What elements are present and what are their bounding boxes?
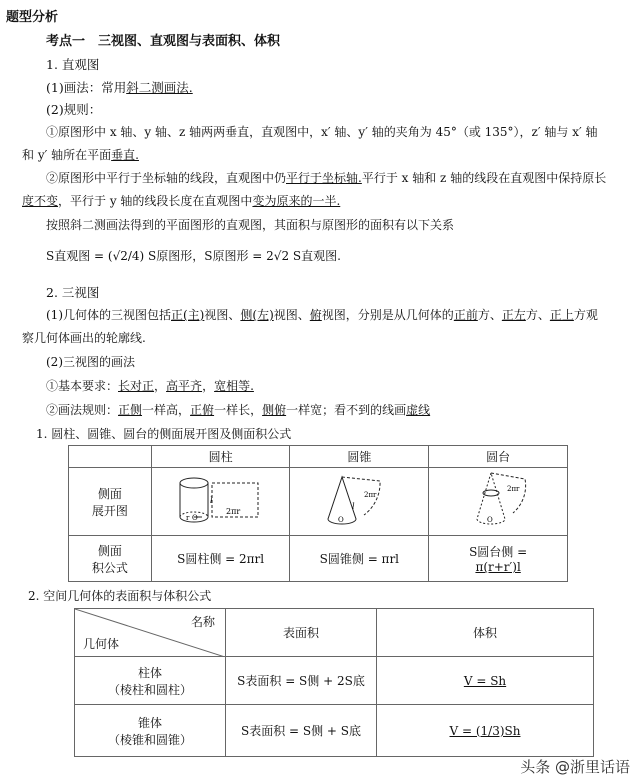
pyramid-area: S表面积 = S侧 + S底 (226, 705, 377, 757)
frustum-formula: S圆台侧 = π(r+r′)l (429, 536, 568, 582)
row-area-label: 侧面 积公式 (69, 536, 152, 582)
sec2-heading: 2. 三视图 (46, 285, 100, 300)
rules-line: (2)规则： (46, 102, 102, 117)
header-diagonal-cell (75, 609, 226, 657)
area-formula: S直观图 = (√2/4) S原图形，S原图形 = 2√2 S直观图. (46, 249, 341, 263)
topic-title: 考点一 三视图、直观图与表面积、体积 (46, 34, 281, 49)
views-line-a: (1)几何体的三视图包括正(主)视图、侧(左)视图、俯视图，分别是从几何体的正前方、正左方、正上方观 (46, 308, 598, 322)
prism-area: S表面积 = S侧 + 2S底 (226, 657, 377, 705)
lateral-area-table (68, 445, 568, 582)
cylinder-figure (151, 468, 290, 536)
basic-req: ①基本要求：长对正，高平齐，宽相等. (46, 379, 254, 393)
volume-table (74, 608, 594, 757)
header-name: 名称 (190, 615, 215, 629)
section-title: 题型分析 (6, 10, 59, 25)
rule1-a: ①原图形中 x 轴、y 轴、z 轴两两垂直，直观图中，x′ 轴、y′ 轴的夹角为 45°（或 135°），z′ 轴与 x′ 轴 (46, 125, 598, 139)
label-2pr-frustum: 2πr (507, 485, 520, 493)
draw-rule: ②画法规则：正侧一样高，正俯一样长，侧俯一样宽；看不到的线画虚线 (46, 403, 431, 417)
label-o-frustum: O (487, 516, 493, 524)
col-frustum: 圆台 (429, 446, 568, 468)
prism-label: 柱体 （棱柱和圆柱） (75, 657, 226, 705)
draw-method: (2)三视图的画法 (46, 355, 135, 369)
label-l: l (209, 496, 213, 505)
header-volume: 体积 (377, 609, 594, 657)
cylinder-formula: S圆柱侧 = 2πrl (151, 536, 290, 582)
header-geometry: 几何体 (83, 637, 120, 651)
label-r: r (185, 514, 189, 522)
method-line: (1)画法：常用斜二测画法. (46, 80, 193, 95)
label-o-cone: O (338, 516, 345, 524)
cone-figure (290, 468, 429, 536)
views-line-b: 察几何体画出的轮廓线. (22, 331, 146, 345)
prism-volume: V = Sh (377, 657, 594, 705)
header-area: 表面积 (226, 609, 377, 657)
rule2-a: ②原图形中平行于坐标轴的线段，直观图中仍平行于坐标轴.平行于 x 轴和 z 轴的线段在直观图中保持原长 (46, 171, 607, 185)
col-cone: 圆锥 (290, 446, 429, 468)
frustum-figure (429, 468, 568, 536)
label-2pr-cone: 2πr (364, 491, 377, 499)
table1-heading: 1. 圆柱、圆锥、圆台的侧面展开图及侧面积公式 (36, 427, 292, 441)
cone-formula: S圆锥侧 = πrl (290, 536, 429, 582)
sec1-heading: 1. 直观图 (46, 57, 100, 72)
label-o: O (191, 514, 198, 522)
col-cylinder: 圆柱 (151, 446, 290, 468)
rule1-b: 和 y′ 轴所在平面垂直. (22, 148, 139, 162)
pyramid-volume: V = (1/3)Sh (377, 705, 594, 757)
label-2pr: 2πr (225, 507, 240, 516)
watermark: 头条 @浙里话语 (520, 758, 630, 776)
relation-line: 按照斜二测画法得到的平面图形的直观图，其面积与原图形的面积有以下关系 (46, 218, 455, 232)
table2-heading: 2. 空间几何体的表面积与体积公式 (28, 589, 212, 603)
rule2-b: 度不变，平行于 y 轴的线段长度在直观图中变为原来的一半. (22, 194, 341, 208)
row-unfold-label: 侧面 展开图 (69, 468, 152, 536)
label-l-cone: l (352, 502, 355, 511)
pyramid-label: 锥体 （棱锥和圆锥） (75, 705, 226, 757)
